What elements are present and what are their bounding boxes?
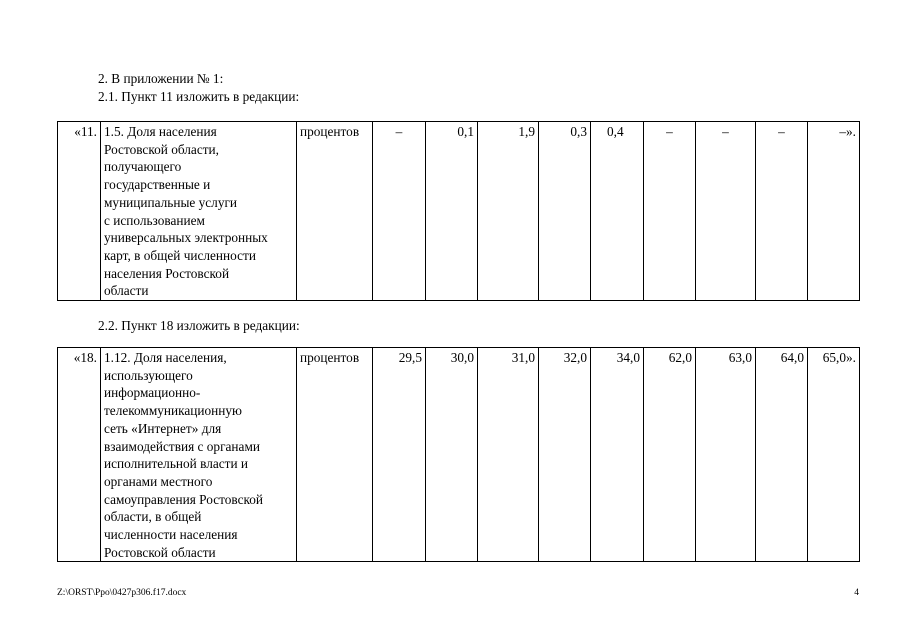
table-row <box>58 122 860 301</box>
value-cell: 63,0 <box>696 348 756 562</box>
indicator-name-line: исполнительной власти и <box>104 456 248 472</box>
table-row <box>58 348 860 562</box>
value-cell: 30,0 <box>426 348 478 562</box>
indicator-name-line: взаимодействия с органами <box>104 438 260 454</box>
footer-page-number: 4 <box>854 588 859 598</box>
value-cell: –». <box>808 122 860 301</box>
indicator-name-line: с использованием <box>104 212 205 228</box>
value-cell: – <box>644 122 696 301</box>
indicator-name-line: использующего <box>104 367 193 383</box>
value-cell: – <box>373 122 426 301</box>
indicator-name-line: самоуправления Ростовской <box>104 491 264 507</box>
indicator-name-line: карт, в общей численности <box>104 247 256 263</box>
indicator-name-line: области, в общей <box>104 509 202 525</box>
unit-cell: процентов <box>297 348 373 562</box>
indicator-name-line: численности населения <box>104 527 238 543</box>
value-cell: 32,0 <box>539 348 591 562</box>
indicator-name <box>101 122 297 301</box>
row-number: «11. <box>58 122 101 301</box>
value-cell: 0,1 <box>426 122 478 301</box>
indicator-name-line: области <box>104 283 149 299</box>
indicator-name-line: 1.12. Доля населения, <box>104 350 227 365</box>
value-cell: – <box>756 122 808 301</box>
value-cell: 1,9 <box>478 122 539 301</box>
value-cell: 31,0 <box>478 348 539 562</box>
amendment-heading: 2. В приложении № 1: <box>98 71 224 86</box>
subheading-item-11: 2.1. Пункт 11 изложить в редакции: <box>98 89 300 104</box>
indicator-name-line: получающего <box>104 159 182 175</box>
value-cell: 65,0». <box>808 348 860 562</box>
indicator-name-line: сеть «Интернет» для <box>104 420 222 436</box>
indicator-name-line: населения Ростовской <box>104 265 230 281</box>
indicator-name-line: органами местного <box>104 473 213 489</box>
table-item-18 <box>57 347 860 562</box>
indicator-name-line: муниципальные услуги <box>104 194 238 210</box>
value-cell: 0,3 <box>539 122 591 301</box>
row-number: «18. <box>58 348 101 562</box>
value-cell: 62,0 <box>644 348 696 562</box>
table-item-11 <box>57 121 860 301</box>
indicator-name-line: телекоммуникационную <box>104 403 242 419</box>
unit-cell: процентов <box>297 122 373 301</box>
value-cell: 0,4 <box>591 122 644 301</box>
indicator-name-line: 1.5. Доля населения <box>104 124 217 139</box>
value-cell: 64,0 <box>756 348 808 562</box>
indicator-name-line: Ростовской области, <box>104 141 219 157</box>
subheading-item-18: 2.2. Пункт 18 изложить в редакции: <box>98 318 300 333</box>
indicator-name-line: государственные и <box>104 177 211 193</box>
indicator-name-line: Ростовской области <box>104 544 216 560</box>
value-cell: 34,0 <box>591 348 644 562</box>
footer-file-path: Z:\ORST\Ppo\0427p306.f17.docx <box>57 588 187 598</box>
indicator-name <box>101 348 297 562</box>
indicator-name-line: информационно- <box>104 385 201 401</box>
value-cell: 29,5 <box>373 348 426 562</box>
indicator-name-line: универсальных электронных <box>104 230 268 246</box>
value-cell: – <box>696 122 756 301</box>
